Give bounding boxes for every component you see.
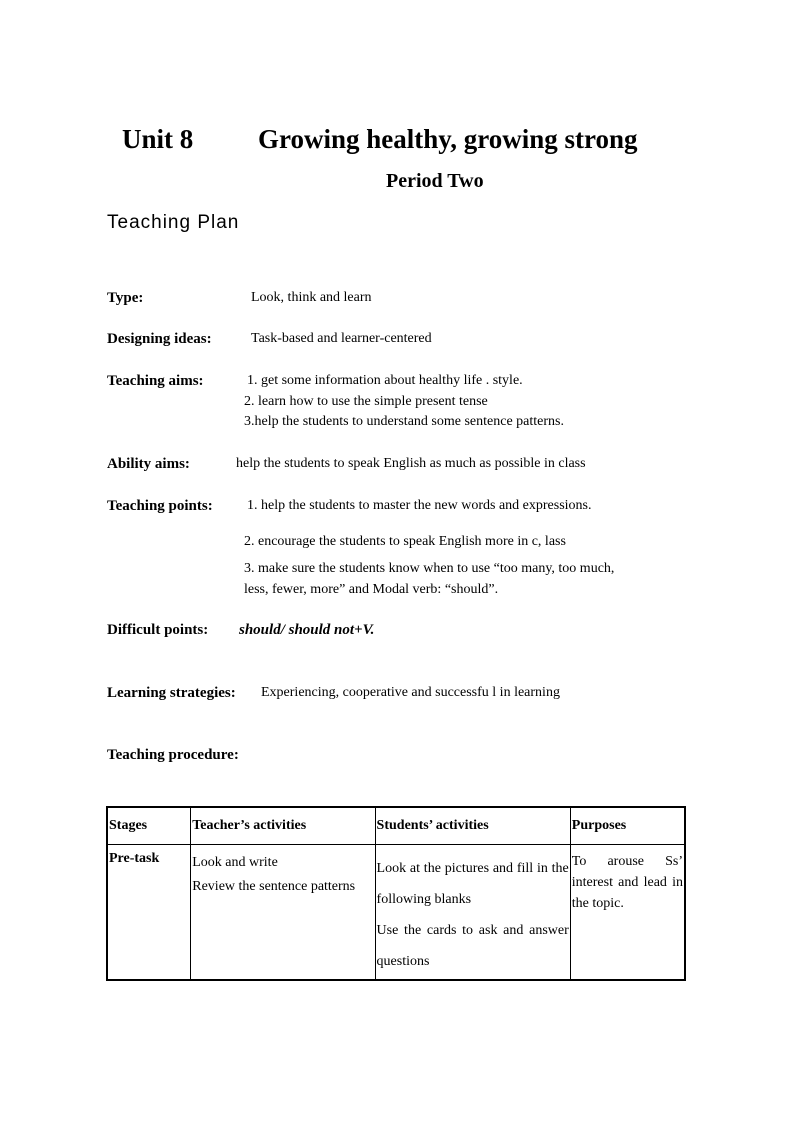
purpose-text: To arouse Ss’ interest and lead in the topic. bbox=[571, 854, 683, 911]
header-purposes: Purposes bbox=[570, 807, 685, 845]
teaching-plan-heading: Teaching Plan bbox=[107, 212, 240, 233]
learning-strategies-label: Learning strategies: bbox=[107, 685, 236, 701]
stage-cell: Pre-task bbox=[107, 845, 191, 981]
student-activity-1: Look at the pictures and fill in the following blanks bbox=[376, 861, 569, 907]
type-value: Look, think and learn bbox=[251, 290, 372, 305]
teacher-activities-cell bbox=[191, 845, 375, 981]
designing-ideas-value: Task-based and learner-centered bbox=[251, 331, 432, 346]
learning-strategies-value: Experiencing, cooperative and successfu l in learning bbox=[261, 685, 560, 700]
difficult-points-label: Difficult points: bbox=[107, 622, 209, 638]
table-row bbox=[107, 845, 685, 981]
students-activities-cell bbox=[375, 845, 570, 981]
header-stages: Stages bbox=[107, 807, 191, 845]
teaching-point-2: 2. encourage the students to speak English more in c, lass bbox=[244, 534, 566, 549]
teaching-aim-1: 1. get some information about healthy life . style. bbox=[247, 373, 523, 388]
teaching-aim-2: 2. learn how to use the simple present tense bbox=[244, 394, 488, 409]
teaching-aim-3: 3.help the students to understand some sentence patterns. bbox=[244, 414, 564, 429]
teaching-aims-label: Teaching aims: bbox=[107, 373, 204, 389]
header-teacher-activities: Teacher’s activities bbox=[191, 807, 375, 845]
teaching-procedure-label: Teaching procedure: bbox=[107, 747, 239, 763]
difficult-points-value: should/ should not+V. bbox=[239, 622, 375, 638]
header-students-activities: Students’ activities bbox=[375, 807, 570, 845]
ability-aims-value: help the students to speak English as much as possible in class bbox=[236, 456, 586, 471]
purposes-cell bbox=[570, 845, 685, 981]
table-header-row bbox=[107, 807, 685, 845]
designing-ideas-label: Designing ideas: bbox=[107, 331, 212, 347]
teacher-activity-1: Look and write bbox=[192, 855, 278, 870]
student-activity-2: Use the cards to ask and answer questions bbox=[376, 923, 569, 969]
unit-number: Unit 8 bbox=[122, 124, 194, 154]
teacher-activity-2: Review the sentence patterns bbox=[192, 879, 356, 894]
procedure-table bbox=[106, 806, 686, 981]
teaching-points-label: Teaching points: bbox=[107, 498, 213, 514]
period-title: Period Two bbox=[386, 170, 484, 192]
type-label: Type: bbox=[107, 290, 144, 306]
teaching-point-3-cont: less, fewer, more” and Modal verb: “should”. bbox=[244, 582, 499, 597]
ability-aims-label: Ability aims: bbox=[107, 456, 190, 472]
teaching-point-1: 1. help the students to master the new words and expressions. bbox=[247, 498, 592, 513]
unit-title: Growing healthy, growing strong bbox=[258, 124, 638, 154]
teaching-point-3: 3. make sure the students know when to use “too many, too much, bbox=[244, 561, 615, 576]
